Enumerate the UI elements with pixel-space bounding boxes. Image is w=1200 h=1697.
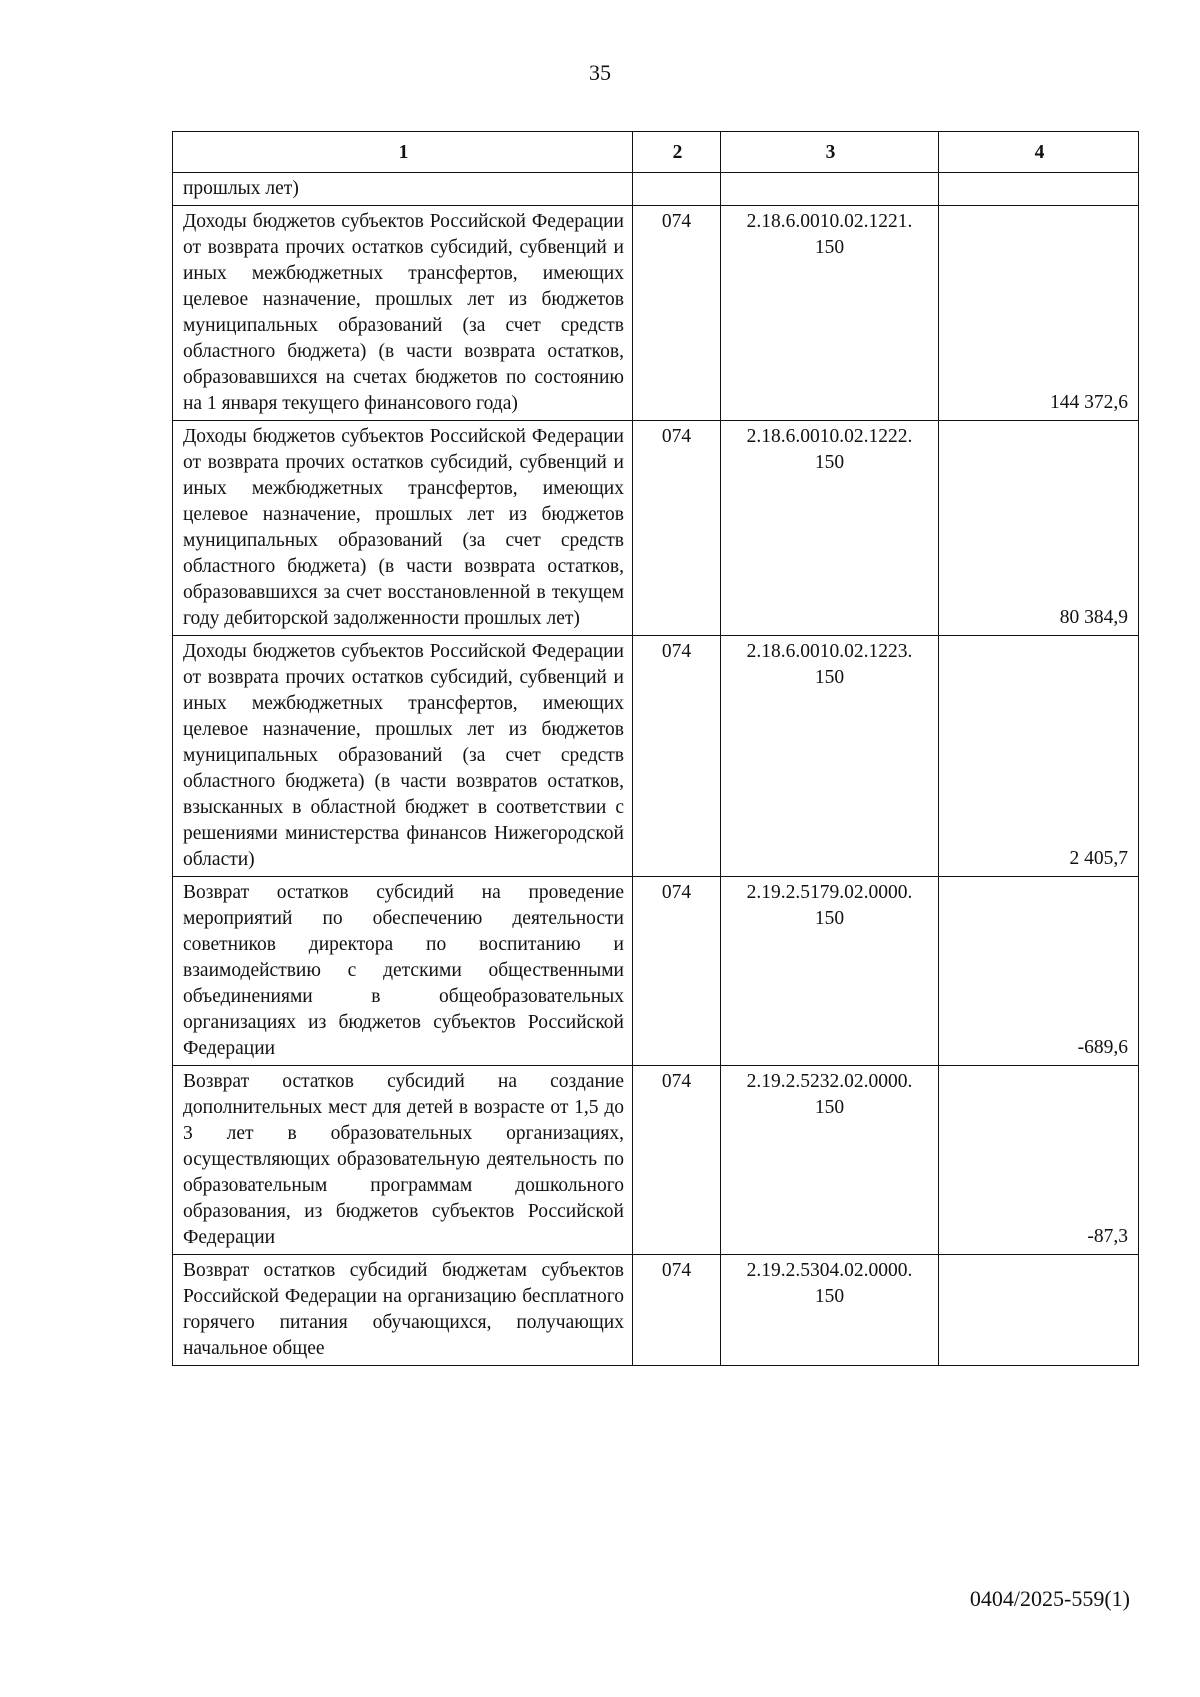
row-code-line2: 150 — [814, 452, 845, 473]
row-code-line1: 2.19.2.5232.02.0000. — [746, 1071, 913, 1092]
budget-table-container — [172, 131, 1138, 1366]
row-name-cell: Доходы бюджетов субъектов Российской Федерации от возврата прочих остатков субсидий, субвенций и иных межбюджетных трансфертов, имеющих целевое назначение, прошлых лет из бюджетов муниципальных образований (за счет средств областного бюджета) (в части возврата остатков, образовавшихся за счет восстановленной в текущем году дебиторской задолженности прошлых лет) — [173, 421, 633, 636]
header-col-2: 2 — [633, 132, 721, 173]
table-row — [173, 877, 1139, 1066]
row-code-line2: 150 — [814, 237, 845, 258]
row-code-cell — [721, 636, 939, 877]
row-admin-cell: 074 — [633, 206, 721, 421]
row-name-cell: Возврат остатков субсидий на проведение мероприятий по обеспечению деятельности советников директора по воспитанию и взаимодействию с детскими общественными объединениями в общеобразовательных организациях из бюджетов субъектов Российской Федерации — [173, 877, 633, 1066]
row-code-line2: 150 — [814, 908, 845, 929]
row-code-cell — [721, 206, 939, 421]
row-code-line2: 150 — [814, 667, 845, 688]
table-row — [173, 636, 1139, 877]
row-admin-cell: 074 — [633, 636, 721, 877]
table-header-row — [173, 132, 1139, 173]
row-code-line1: 2.19.2.5304.02.0000. — [746, 1260, 913, 1281]
row-amount-cell: 2 405,7 — [939, 636, 1139, 877]
row-amount-cell — [939, 173, 1139, 206]
row-amount-cell: -87,3 — [939, 1066, 1139, 1255]
row-amount-cell: 80 384,9 — [939, 421, 1139, 636]
row-code-cell — [721, 1066, 939, 1255]
row-code-line2: 150 — [814, 1097, 845, 1118]
row-name-cell: Возврат остатков субсидий бюджетам субъектов Российской Федерации на организацию бесплатного горячего питания обучающихся, получающих начальное общее — [173, 1255, 633, 1366]
row-code-line2: 150 — [814, 1286, 845, 1307]
row-admin-cell: 074 — [633, 1255, 721, 1366]
row-code-cell — [721, 421, 939, 636]
row-name-cell: Возврат остатков субсидий на создание дополнительных мест для детей в возрасте от 1,5 до 3 лет в образовательных организациях, осуществляющих образовательную деятельность по образовательным программам дошкольного образования, из бюджетов субъектов Российской Федерации — [173, 1066, 633, 1255]
row-amount-cell — [939, 1255, 1139, 1366]
row-code-line1: 2.18.6.0010.02.1221. — [746, 211, 913, 232]
header-col-4: 4 — [939, 132, 1139, 173]
row-admin-cell — [633, 173, 721, 206]
row-code-cell — [721, 1255, 939, 1366]
row-code-line1: 2.18.6.0010.02.1222. — [746, 426, 913, 447]
row-amount-cell: -689,6 — [939, 877, 1139, 1066]
document-code: 0404/2025-559(1) — [969, 1586, 1130, 1611]
row-name-cell: Доходы бюджетов субъектов Российской Федерации от возврата прочих остатков субсидий, субвенций и иных межбюджетных трансфертов, имеющих целевое назначение, прошлых лет из бюджетов муниципальных образований (за счет средств областного бюджета) (в части возврата остатков, образовавшихся на счетах бюджетов по состоянию на 1 января текущего финансового года) — [173, 206, 633, 421]
header-col-1: 1 — [173, 132, 633, 173]
row-admin-cell: 074 — [633, 421, 721, 636]
header-col-3: 3 — [721, 132, 939, 173]
row-admin-cell: 074 — [633, 1066, 721, 1255]
table-row — [173, 206, 1139, 421]
table-row — [173, 1066, 1139, 1255]
table-row — [173, 421, 1139, 636]
page-number: 35 — [589, 60, 611, 85]
budget-table — [172, 131, 1139, 1366]
row-code-line1: 2.18.6.0010.02.1223. — [746, 641, 913, 662]
row-code-cell — [721, 877, 939, 1066]
row-name-cell: Доходы бюджетов субъектов Российской Федерации от возврата прочих остатков субсидий, субвенций и иных межбюджетных трансфертов, имеющих целевое назначение, прошлых лет из бюджетов муниципальных образований (за счет средств областного бюджета) (в части возвратов остатков, взысканных в областной бюджет в соответствии с решениями министерства финансов Нижегородской области) — [173, 636, 633, 877]
row-admin-cell: 074 — [633, 877, 721, 1066]
table-row — [173, 173, 1139, 206]
row-amount-cell: 144 372,6 — [939, 206, 1139, 421]
table-row — [173, 1255, 1139, 1366]
row-code-line1: 2.19.2.5179.02.0000. — [746, 882, 913, 903]
row-name-cell: прошлых лет) — [173, 173, 633, 206]
row-code-cell — [721, 173, 939, 206]
